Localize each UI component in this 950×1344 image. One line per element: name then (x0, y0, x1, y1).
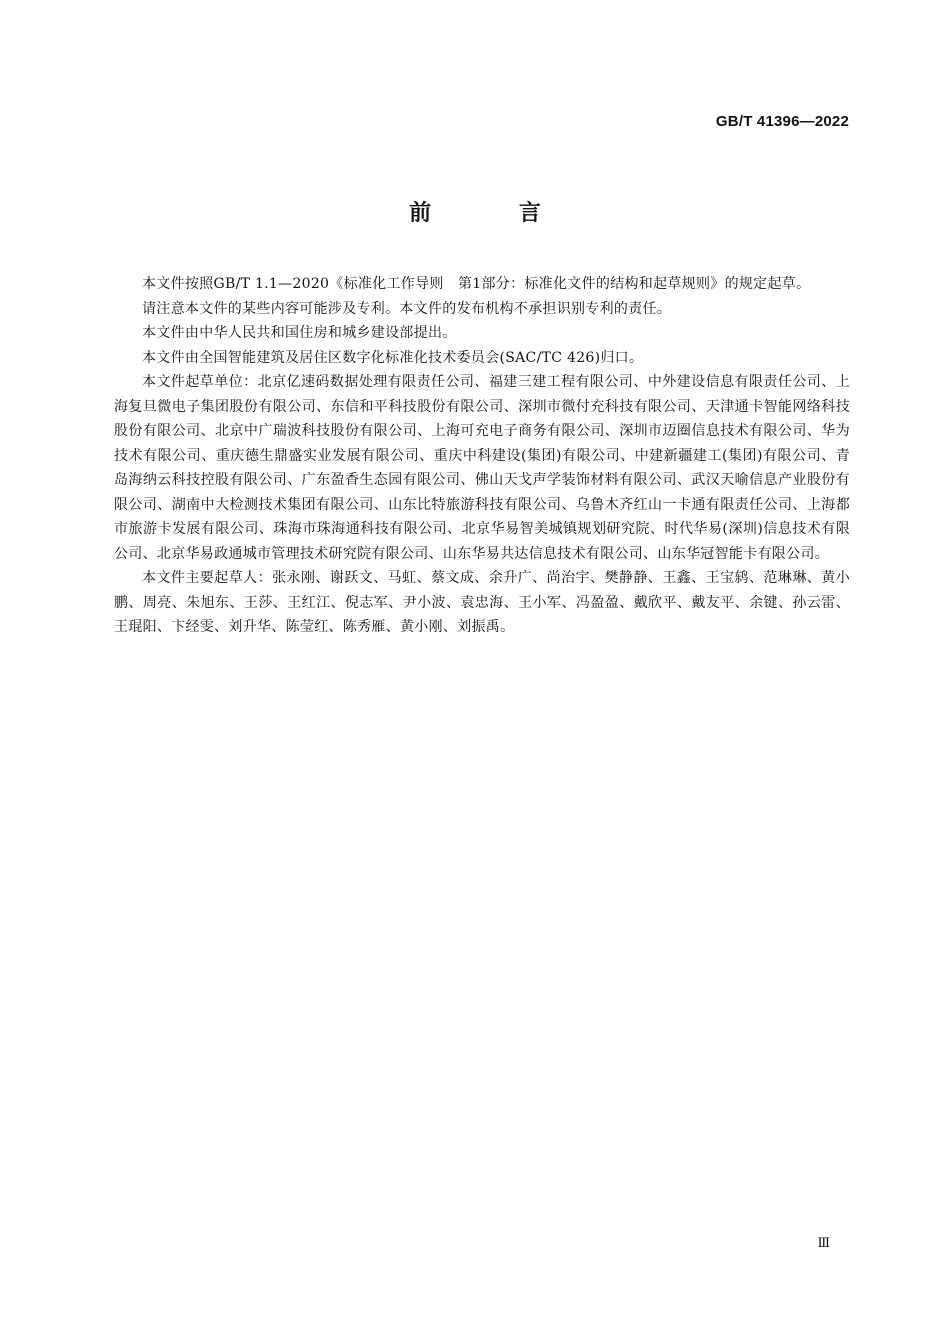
page-number: Ⅲ (817, 1236, 830, 1251)
paragraph-drafting-units: 本文件起草单位：北京亿速码数据处理有限责任公司、福建三建工程有限公司、中外建设信息有限责任公司、上海复旦微电子集团股份有限公司、东信和平科技股份有限公司、深圳市微付充科技有限公司、天津通卡智能网络科技股份有限公司、北京中广瑞波科技股份有限公司、上海可充电子商务有限公司、深圳市迈圈信息技术有限公司、华为技术有限公司、重庆德生鼎盛实业发展有限公司、重庆中科建设(集团)有限公司、中建新疆建工(集团)有限公司、青岛海纳云科技控股有限公司、广东盈香生态园有限公司、佛山天戈声学装饰材料有限公司、武汉天喻信息产业股份有限公司、湖南中大检测技术集团有限公司、山东比特旅游科技有限公司、乌鲁木齐红山一卡通有限责任公司、上海都市旅游卡发展有限公司、珠海市珠海通科技有限公司、北京华易智美城镇规划研究院、时代华易(深圳)信息技术有限公司、北京华易政通城市管理技术研究院有限公司、山东华易共达信息技术有限公司、山东华冠智能卡有限公司。 (114, 374, 850, 562)
paragraph-drafters: 本文件主要起草人：张永刚、谢跃文、马虹、蔡文成、余升广、尚治宇、樊静静、王鑫、王宝鸫、范琳琳、黄小鹏、周亮、朱旭东、王莎、王红江、倪志军、尹小波、袁忠海、王小军、冯盈盈、戴欣平、戴友平、余键、孙云雷、王琨阳、卞经雯、刘升华、陈莹红、陈秀雁、黄小刚、刘振禹。 (114, 570, 850, 635)
document-body (114, 272, 850, 640)
paragraph-proposer: 本文件由中华人民共和国住房和城乡建设部提出。 (142, 325, 457, 341)
paragraph-patent-notice: 请注意本文件的某些内容可能涉及专利。本文件的发布机构不承担识别专利的责任。 (142, 300, 672, 317)
paragraph-drafting-rules: 本文件按照GB/T 1.1—2020《标准化工作导则 第1部分：标准化文件的结构和起草规则》的规定起草。 (142, 276, 811, 292)
page-title: 前 言 (409, 201, 581, 226)
paragraph-committee: 本文件由全国智能建筑及居住区数字化标准化技术委员会(SAC/TC 426)归口。 (142, 349, 644, 366)
standard-code: GB/T 41396—2022 (715, 113, 849, 130)
